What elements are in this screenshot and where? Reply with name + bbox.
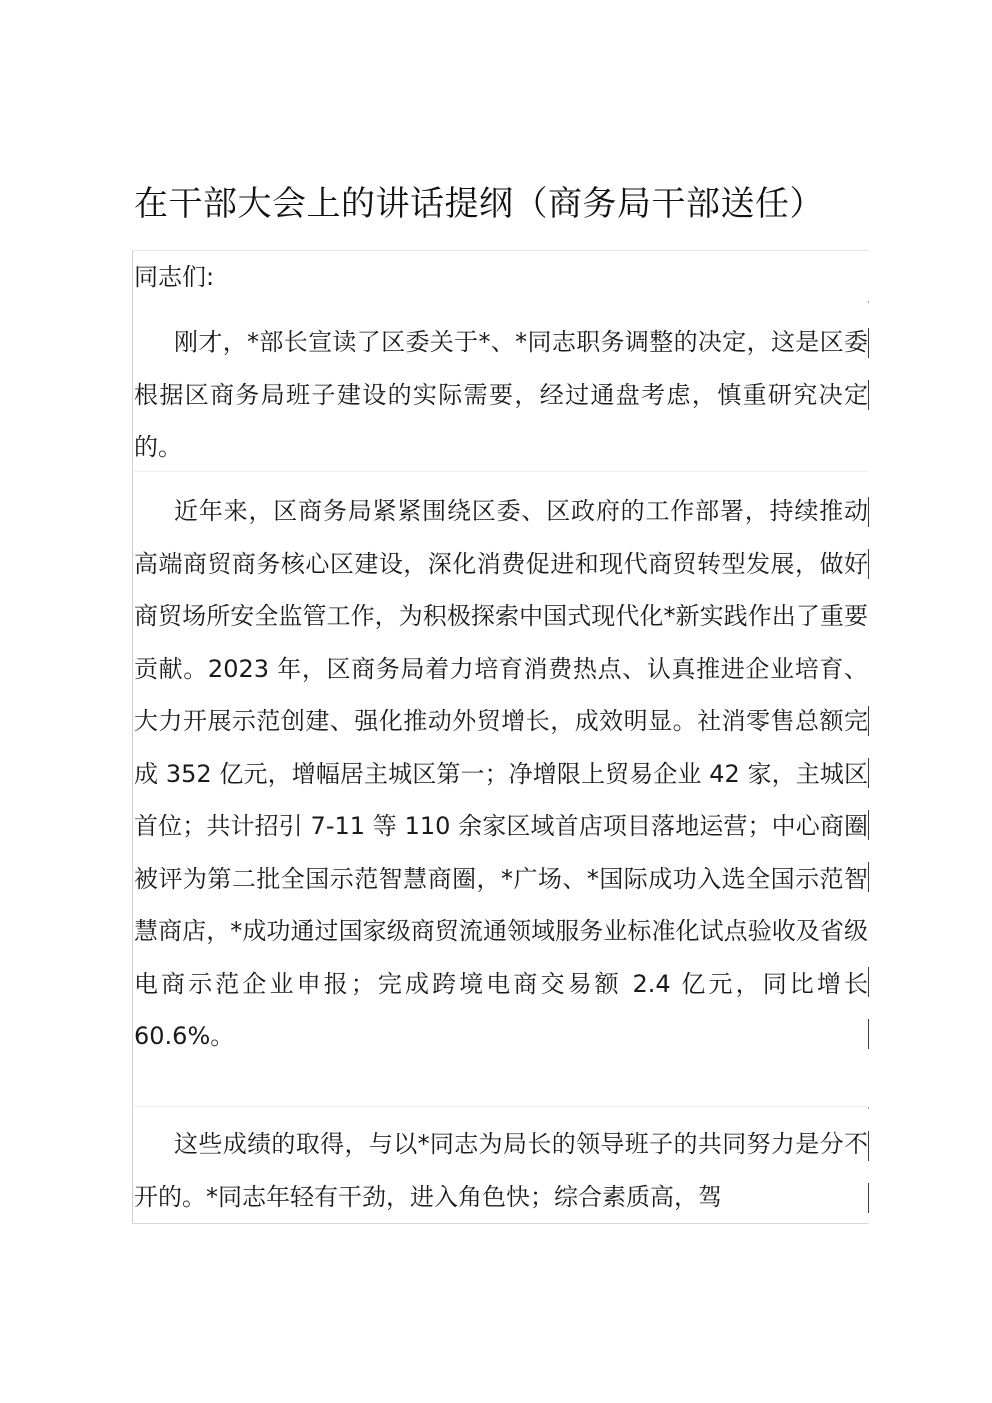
margin-mark [868, 862, 869, 892]
margin-mark [868, 810, 869, 840]
salutation: 同志们: [134, 263, 215, 291]
margin-mark [868, 549, 869, 579]
margin-mark [868, 1019, 869, 1049]
paragraph-1: 刚才，*部长宣读了区委关于*、*同志职务调整的决定，这是区委根据区商务局班子建设的实际需要，经过通盘考虑，慎重研究决定的。 [134, 328, 868, 461]
margin-mark [868, 328, 869, 358]
margin-mark [868, 301, 869, 303]
margin-mark [868, 1131, 869, 1161]
margin-mark [868, 1107, 869, 1109]
paragraph-2: 近年来，区商务局紧紧围绕区委、区政府的工作部署，持续推动高端商贸商务核心区建设，深化消费促进和现代商贸转型发展，做好商贸场所安全监管工作，为积极探索中国式现代化*新实践作出了重要贡献。2023 年，区商务局着力培育消费热点、认真推进企业培育、大力开展示范创建、强化推动外贸增长，成效明显。社消零售总额完成 352 亿元，增幅居主城区第一；净增限上贸易企业 42 家，主城区首位；共计招引 7-11 等 110 余家区域首店项目落地运营；中心商圈被评为第二批全国示范智慧商圈，*广场、*国际成功入选全国示范智慧商店，*成功通过国家级商贸流通领域服务业标准化试点验收及省级电商示范企业申报；完成跨境电商交易额 2.4 亿元，同比增长 60.6%。 [134, 497, 868, 1050]
paragraph-3: 这些成绩的取得，与以*同志为局长的领导班子的共同努力是分不开的。*同志年轻有干劲，进入角色快；综合素质高，驾 [134, 1130, 868, 1211]
document-title: 在干部大会上的讲话提纲（商务局干部送任） [134, 184, 824, 224]
margin-mark [868, 758, 869, 788]
margin-mark [868, 497, 869, 527]
margin-mark [868, 380, 869, 410]
paragraph-divider [134, 1106, 868, 1107]
margin-mark [868, 967, 869, 997]
margin-mark [868, 1183, 869, 1213]
margin-mark [868, 706, 869, 736]
